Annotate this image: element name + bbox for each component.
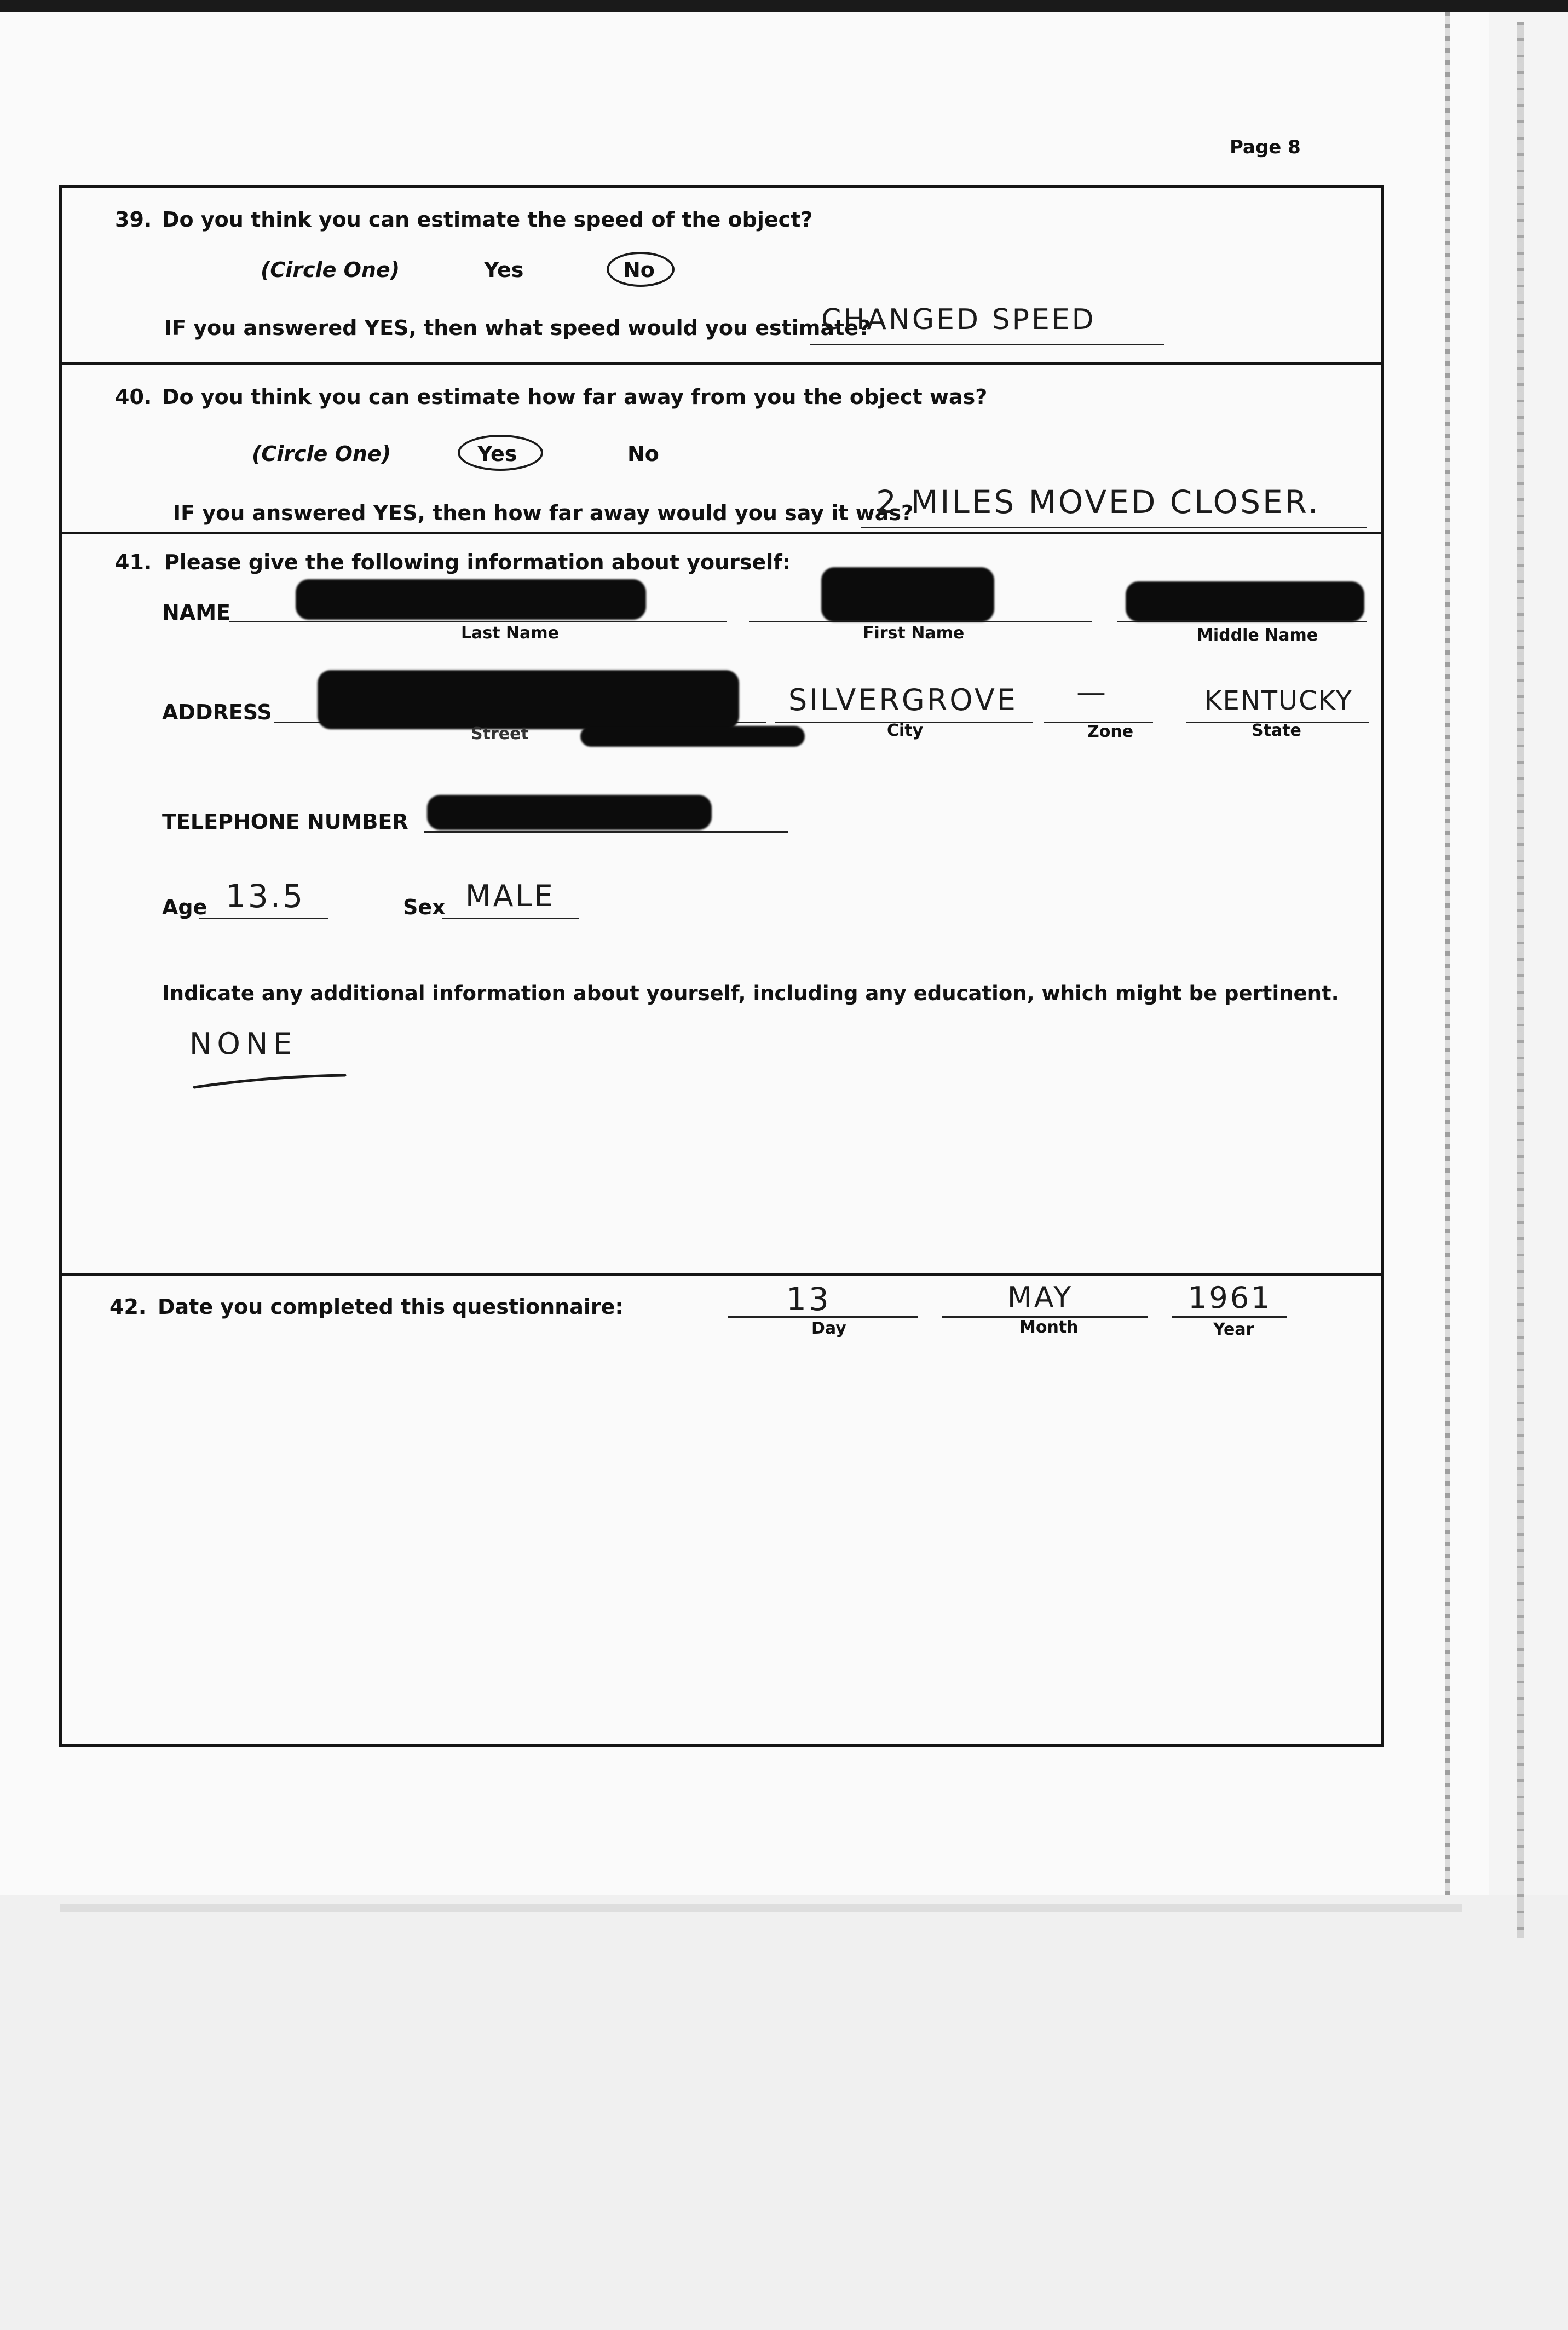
name-label: NAME — [162, 601, 230, 625]
age-line — [199, 918, 328, 919]
q42-prompt: Date you completed this questionnaire: — [158, 1295, 624, 1319]
city-value[interactable]: SILVERGROVE — [788, 683, 1018, 717]
redaction-street — [318, 670, 739, 729]
q42-number: 42. — [109, 1295, 147, 1319]
day-value[interactable]: 13 — [786, 1281, 831, 1318]
page-number: Page 8 — [1230, 136, 1301, 158]
day-line — [728, 1316, 918, 1318]
q39-yes-option[interactable]: Yes — [484, 258, 524, 282]
telephone-line[interactable] — [424, 831, 788, 833]
q40-number: 40. — [115, 385, 152, 409]
q41-prompt: Please give the following information about yourself: — [164, 550, 791, 574]
q40-no-option[interactable]: No — [627, 442, 659, 466]
month-value[interactable]: MAY — [1007, 1281, 1074, 1314]
state-caption: State — [1252, 721, 1301, 740]
year-value[interactable]: 1961 — [1188, 1281, 1272, 1315]
q40-circle-one: (Circle One) — [252, 442, 391, 466]
section-divider — [59, 532, 1384, 534]
q39-followup: IF you answered YES, then what speed would you estimate? — [164, 316, 871, 340]
sex-value[interactable]: MALE — [465, 879, 555, 913]
telephone-label: TELEPHONE NUMBER — [162, 810, 408, 834]
page-shadow — [60, 1904, 1462, 1912]
q40-selection-circle — [458, 435, 543, 471]
additional-info-underline — [192, 1071, 350, 1093]
last-name-line[interactable] — [229, 621, 727, 622]
last-name-caption: Last Name — [461, 624, 559, 643]
q39-answer[interactable]: CHANGED SPEED — [821, 303, 1096, 336]
state-value[interactable]: KENTUCKY — [1204, 685, 1353, 716]
additional-info-value[interactable]: NONE — [189, 1026, 298, 1061]
age-label: Age — [162, 895, 207, 919]
film-edge — [1517, 22, 1524, 1938]
q40-question: Do you think you can estimate how far away from you the object was? — [162, 385, 988, 409]
scan-top-border — [0, 0, 1568, 12]
day-caption: Day — [811, 1319, 846, 1338]
page-edge — [1445, 12, 1450, 1895]
q41-number: 41. — [115, 550, 152, 574]
q39-question: Do you think you can estimate the speed of the object? — [162, 207, 813, 232]
additional-info-prompt: Indicate any additional information about yourself, including any education, which might be pertinent. — [162, 982, 1339, 1005]
sex-line — [442, 918, 579, 919]
street-caption: Street — [471, 724, 529, 743]
q40-answer-line — [861, 527, 1367, 528]
q39-no-option[interactable]: No — [623, 258, 655, 282]
redaction-last-name — [296, 579, 646, 620]
zone-value[interactable]: — — [1076, 675, 1108, 710]
q39-circle-one: (Circle One) — [261, 258, 400, 282]
age-value[interactable]: 13.5 — [226, 878, 305, 915]
section-divider — [59, 1273, 1384, 1276]
q39-answer-line — [810, 344, 1164, 345]
address-label: ADDRESS — [162, 700, 272, 724]
first-name-caption: First Name — [863, 624, 965, 643]
redaction-street-extra — [580, 726, 805, 747]
month-caption: Month — [1019, 1318, 1079, 1337]
section-divider — [59, 362, 1384, 365]
city-caption: City — [887, 721, 924, 740]
middle-name-caption: Middle Name — [1197, 626, 1318, 645]
q39-selection-circle — [607, 252, 675, 287]
questionnaire-form — [59, 185, 1384, 1748]
q40-yes-option[interactable]: Yes — [477, 442, 517, 466]
redaction-middle-name — [1126, 581, 1364, 622]
q40-answer[interactable]: 2 MILES MOVED CLOSER. — [876, 483, 1321, 521]
q39-number: 39. — [115, 207, 152, 232]
redaction-telephone — [427, 795, 712, 830]
q40-followup: IF you answered YES, then how far away would you say it was? — [173, 501, 914, 525]
zone-caption: Zone — [1087, 722, 1134, 741]
scan-background — [0, 1895, 1568, 2330]
redaction-first-name — [821, 567, 994, 622]
year-caption: Year — [1213, 1320, 1254, 1339]
sex-label: Sex — [403, 895, 446, 919]
year-line — [1172, 1316, 1287, 1318]
